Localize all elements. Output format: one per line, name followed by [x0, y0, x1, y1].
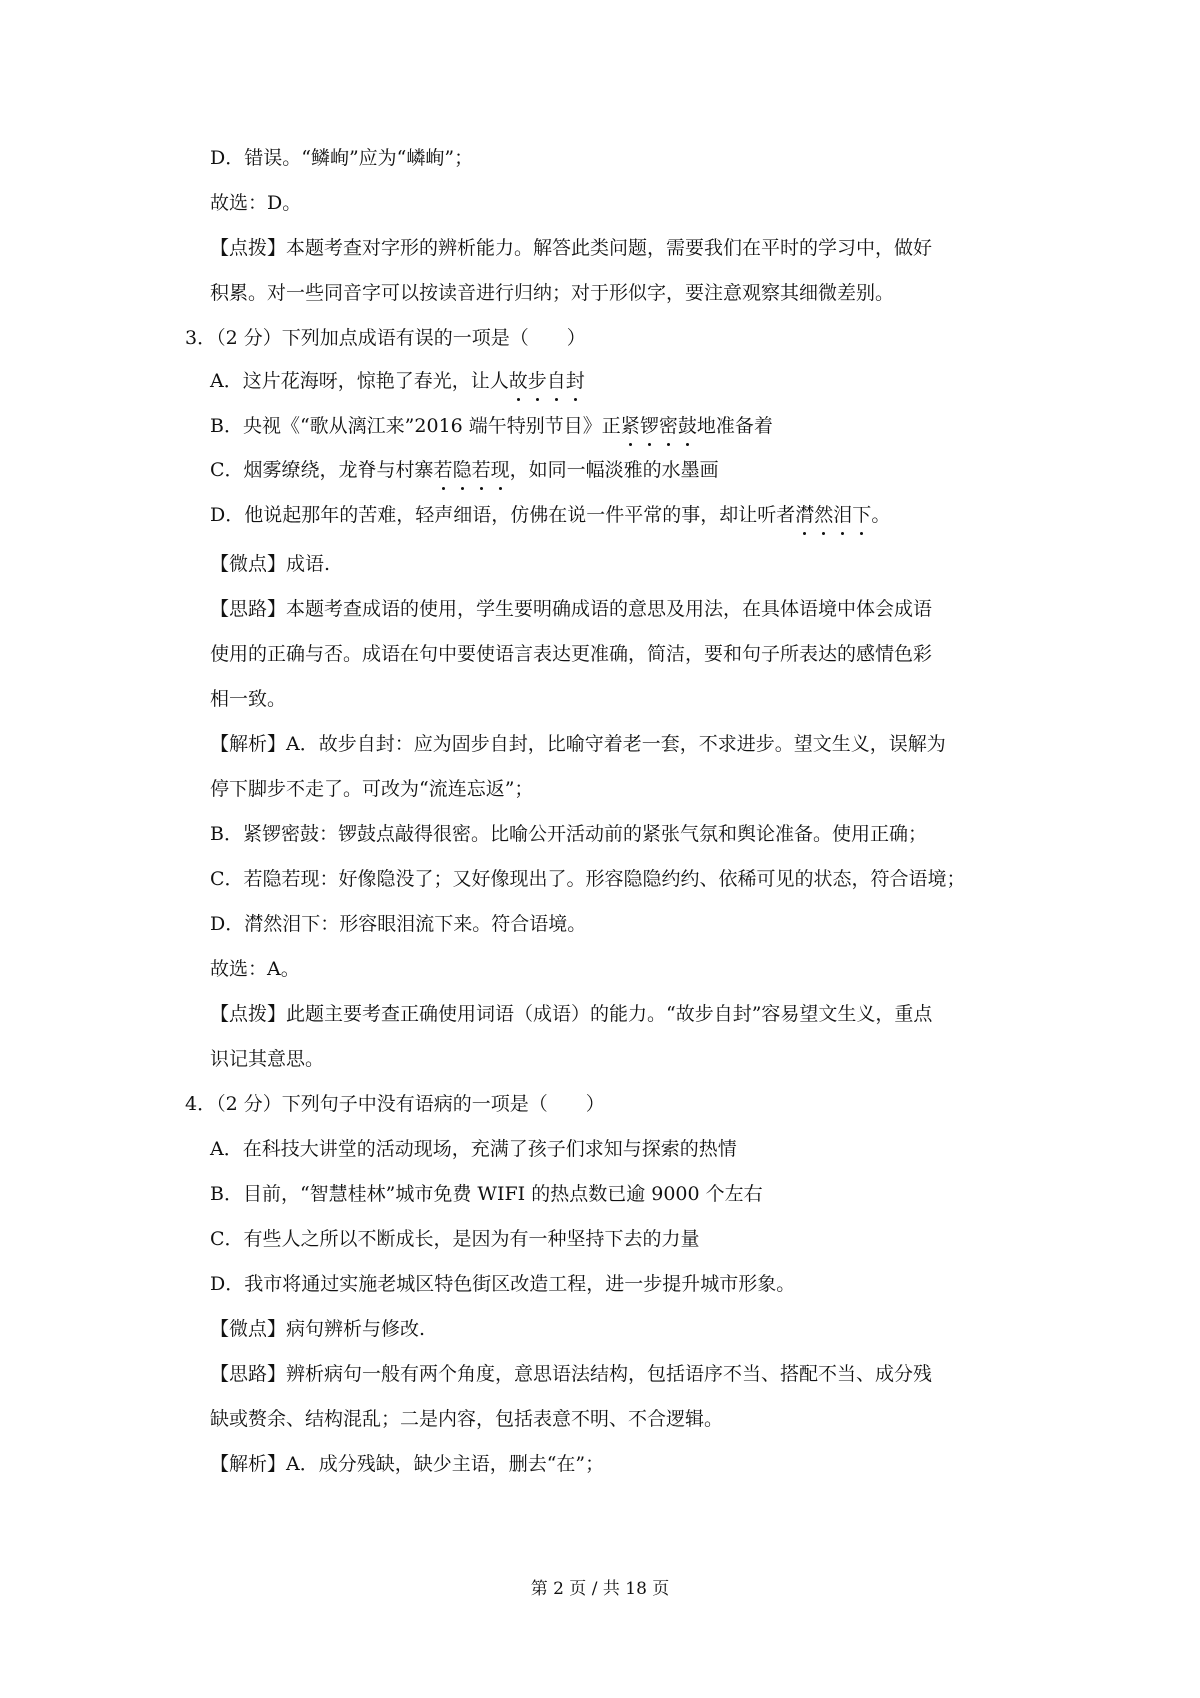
page-footer: 第 2 页 / 共 18 页 — [530, 1579, 670, 1599]
dotted-char: 隐 — [452, 459, 472, 481]
dotted-char: 现 — [490, 459, 510, 481]
jiexi-text: D．潸然泪下：形容眼泪流下来。符合语境。 — [210, 913, 587, 935]
option-text: ，如同一幅淡雅的水墨画 — [509, 459, 719, 481]
option-text: D．他说起那年的苦难，轻声细语，仿佛在说一件平常的事，却让听者 — [210, 504, 796, 526]
weidian-label: 【微点】成语. — [210, 553, 331, 575]
jiexi-text: C．若隐若现：好像隐没了；又好像现出了。形容隐隐约约、依稀可见的状态，符合语境； — [210, 868, 966, 890]
silu-text: 缺或赘余、结构混乱；二是内容，包括表意不明、不合逻辑。 — [210, 1408, 724, 1430]
question-3-stem: 3．（2 分）下列加点成语有误的一项是（ ） — [185, 327, 586, 349]
dotted-char: 若 — [471, 459, 491, 481]
dotted-char: 若 — [433, 459, 453, 481]
option-text: B．央视《“歌从漓江来”2016 端午特别节目》正 — [210, 415, 621, 437]
answer-text: 故选：A。 — [210, 958, 300, 980]
text-line: 【点拨】本题考查对字形的辨析能力。解答此类问题，需要我们在平时的学习中，做好 — [210, 237, 933, 259]
option-a: A．在科技大讲堂的活动现场，充满了孩子们求知与探索的热情 — [210, 1138, 737, 1160]
question-4-stem: 4．（2 分）下列句子中没有语病的一项是（ ） — [185, 1093, 605, 1115]
silu-text: 【思路】辨析病句一般有两个角度，意思语法结构，包括语序不当、搭配不当、成分残 — [210, 1363, 933, 1385]
option-text: C．烟雾缭绕，龙脊与村寨 — [210, 459, 434, 481]
dianbo-text: 【点拨】此题主要考查正确使用词语（成语）的能力。“故步自封”容易望文生义，重点 — [210, 1003, 933, 1025]
jiexi-text: 【解析】A．故步自封：应为固步自封，比喻守着老一套，不求进步。望文生义，误解为 — [210, 733, 946, 755]
silu-text: 【思路】本题考查成语的使用，学生要明确成语的意思及用法，在具体语境中体会成语 — [210, 598, 933, 620]
text-line: 积累。对一些同音字可以按读音进行归纳；对于形似字，要注意观察其细微差别。 — [210, 282, 895, 304]
option-b — [210, 414, 773, 438]
dotted-char: 密 — [658, 415, 678, 437]
option-text: 地准备着 — [696, 415, 773, 437]
option-c — [210, 458, 719, 482]
dotted-char: 潸 — [795, 504, 815, 526]
jiexi-text: 【解析】A．成分残缺，缺少主语，删去“在”； — [210, 1453, 605, 1475]
dotted-char: 故 — [508, 370, 528, 392]
dotted-char: 泪 — [833, 504, 853, 526]
option-d — [210, 503, 890, 527]
dotted-char: 锣 — [639, 415, 659, 437]
dotted-char: 自 — [546, 370, 566, 392]
text-line: 故选：D。 — [210, 192, 302, 214]
option-c: C．有些人之所以不断成长，是因为有一种坚持下去的力量 — [210, 1228, 700, 1250]
option-text: A．这片花海呀，惊艳了春光，让人 — [210, 370, 509, 392]
dotted-char: 紧 — [620, 415, 640, 437]
silu-text: 使用的正确与否。成语在句中要使语言表达更准确，简洁，要和句子所表达的感情色彩 — [210, 643, 933, 665]
dotted-char: 鼓 — [677, 415, 697, 437]
option-a — [210, 369, 585, 393]
dotted-char: 步 — [527, 370, 547, 392]
option-text: 。 — [871, 504, 891, 526]
weidian-label: 【微点】病句辨析与修改. — [210, 1318, 426, 1340]
jiexi-text: B．紧锣密鼓：锣鼓点敲得很密。比喻公开活动前的紧张气氛和舆论准备。使用正确； — [210, 823, 927, 845]
dotted-char: 下 — [852, 504, 872, 526]
dotted-char: 封 — [565, 370, 585, 392]
option-d: D．我市将通过实施老城区特色街区改造工程，进一步提升城市形象。 — [210, 1273, 796, 1295]
jiexi-text: 停下脚步不走了。可改为“流连忘返”； — [210, 778, 534, 800]
option-b: B．目前，“智慧桂林”城市免费 WIFI 的热点数已逾 9000 个左右 — [210, 1183, 763, 1205]
dianbo-text: 识记其意思。 — [210, 1048, 325, 1070]
silu-text: 相一致。 — [210, 688, 287, 710]
dotted-char: 然 — [814, 504, 834, 526]
text-line: D．错误。“鳞峋”应为“嶙峋”； — [210, 147, 474, 169]
